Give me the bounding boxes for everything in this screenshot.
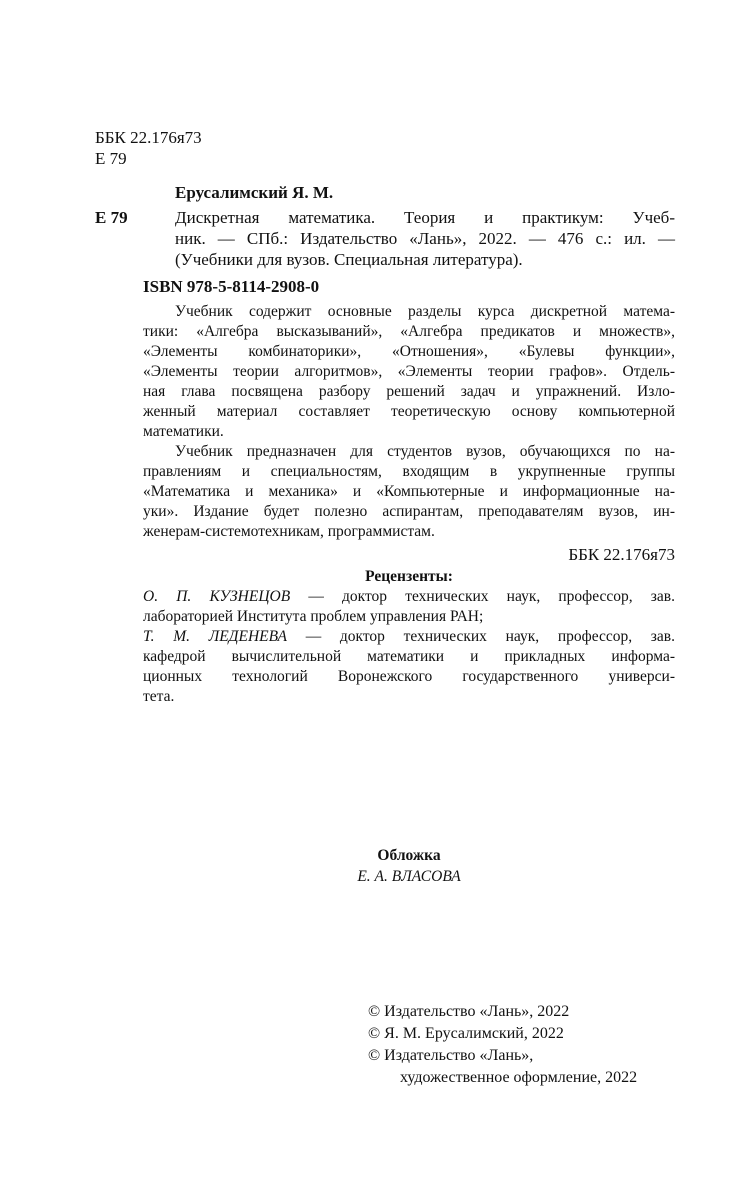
bbk-right: ББК 22.176я73 — [568, 545, 675, 564]
cover-designer: Е. А. ВЛАСОВА — [357, 868, 461, 885]
reviewer-credentials: — доктор технических наук, профессор, зав. — [287, 628, 675, 645]
abstract-line: уки». Издание будет полезно аспирантам, преподавателям вузов, ин- — [143, 503, 675, 520]
abstract — [143, 302, 675, 542]
abstract-line: женный материал составляет теоретическую основу компьютерной — [143, 403, 675, 420]
reviewers-heading: Рецензенты: — [365, 568, 453, 585]
abstract-line: «Математика и механика» и «Компьютерные и информационные на- — [143, 483, 675, 500]
copyright-block — [368, 1001, 637, 1089]
cover-credit — [143, 845, 675, 887]
header — [95, 127, 202, 169]
title-line: (Учебники для вузов. Специальная литература). — [175, 250, 523, 269]
reviewer-line — [143, 627, 675, 647]
abstract-line: Учебник предназначен для студентов вузов, обучающихся по на- — [175, 443, 675, 460]
reviewer-line: кафедрой вычислительной математики и прикладных информа- — [143, 648, 675, 665]
reviewer-line: тета. — [143, 688, 175, 705]
reviewer-name: О. П. КУЗНЕЦОВ — [143, 588, 291, 605]
title-line: Дискретная математика. Теория и практикум: Учеб- — [175, 208, 675, 227]
catalog-index: Е 79 — [95, 208, 128, 227]
abstract-line: математики. — [143, 423, 224, 440]
reviewers — [143, 567, 675, 707]
reviewer-line: лабораторией Института проблем управления РАН; — [143, 608, 484, 625]
copyright-line: © Издательство «Лань», 2022 — [368, 1003, 570, 1020]
abstract-line: женерам-системотехникам, программистам. — [143, 523, 435, 540]
abstract-line: «Элементы теории алгоритмов», «Элементы теории графов». Отдель- — [143, 363, 675, 380]
bibliographic-description — [175, 207, 675, 270]
abstract-line: Учебник содержит основные разделы курса дискретной матема- — [175, 303, 675, 320]
reviewer-line: ционных технологий Воронежского государственного универси- — [143, 668, 675, 685]
copyright-line: художественное оформление, 2022 — [400, 1069, 638, 1086]
cover-heading: Обложка — [377, 847, 441, 864]
reviewer-name: Т. М. ЛЕДЕНЕВА — [143, 628, 287, 645]
author-code: Е 79 — [95, 149, 127, 168]
title-line: ник. — СПб.: Издательство «Лань», 2022. — 476 с.: ил. — — [175, 229, 675, 248]
abstract-line: правлениям и специальностям, входящим в укрупненные группы — [143, 463, 675, 480]
abstract-line: тики: «Алгебра высказываний», «Алгебра предикатов и множеств», — [143, 323, 675, 340]
reviewer-line — [143, 587, 675, 607]
author-name: Ерусалимский Я. М. — [175, 183, 334, 202]
copyright-line: © Я. М. Ерусалимский, 2022 — [368, 1025, 564, 1042]
copyright-line: © Издательство «Лань», — [368, 1047, 534, 1064]
bbk-header: ББК 22.176я73 — [95, 128, 202, 147]
isbn: ISBN 978-5-8114-2908-0 — [143, 277, 320, 296]
abstract-line: «Элементы комбинаторики», «Отношения», «Булевы функции», — [143, 343, 675, 360]
reviewer-credentials: — доктор технических наук, профессор, зав. — [290, 588, 675, 605]
abstract-line: ная глава посвящена разбору решений задач и упражнений. Изло- — [143, 383, 675, 400]
